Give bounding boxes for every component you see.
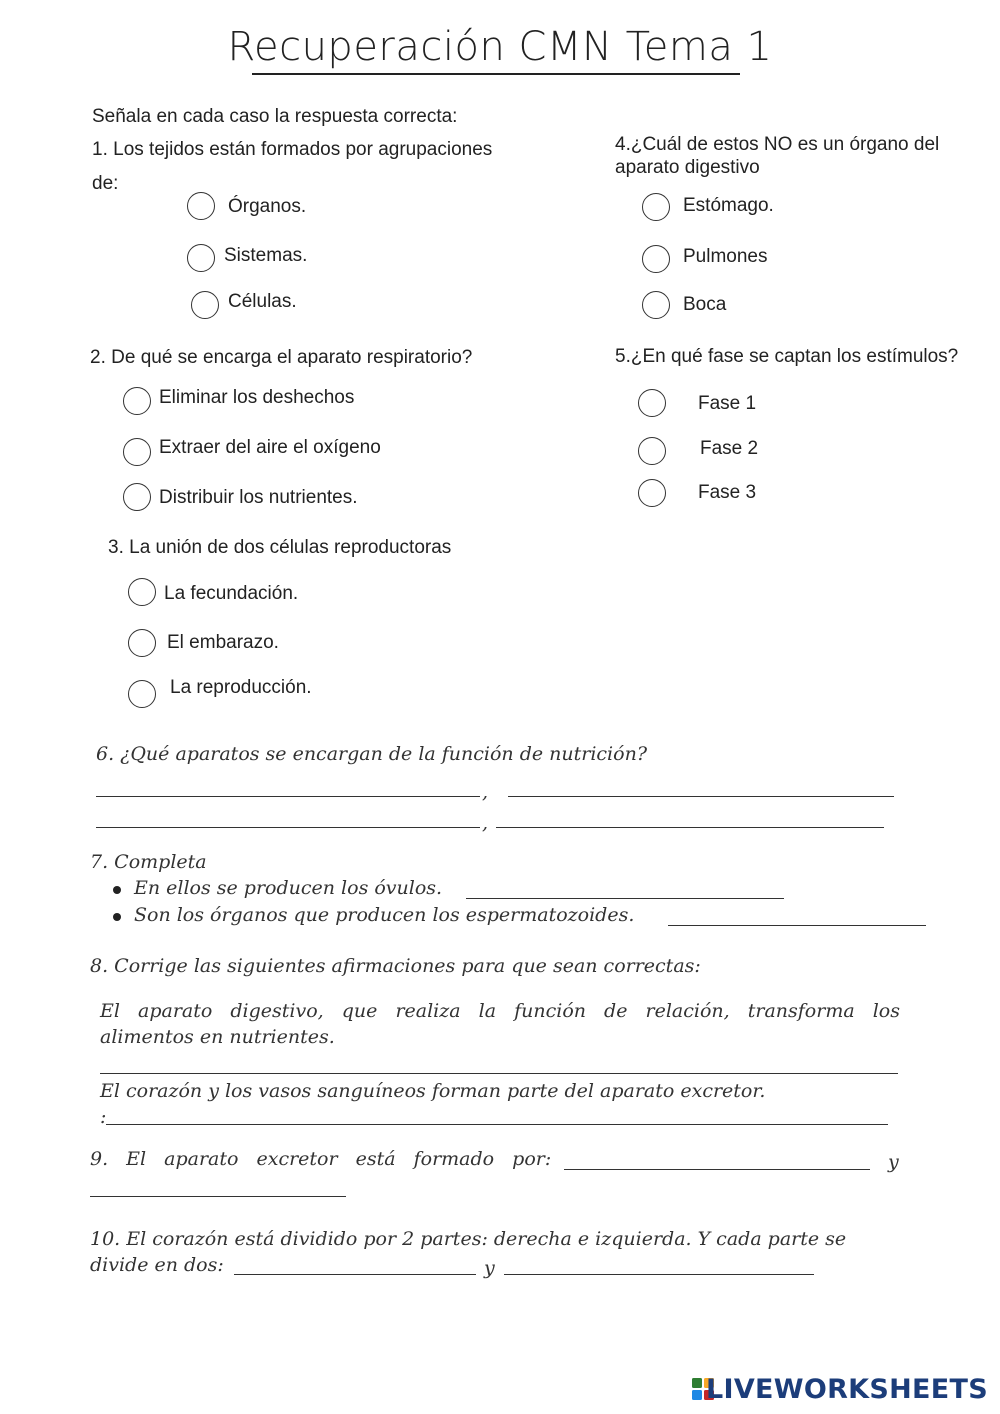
q10-text-cont: divide en dos:	[90, 1254, 224, 1276]
q4-option-2-label: Pulmones	[683, 246, 768, 267]
q2-option-1-radio[interactable]	[123, 387, 151, 415]
q5-option-1-radio[interactable]	[638, 389, 666, 417]
q10-conjunction: y	[484, 1257, 495, 1279]
q3-text: 3. La unión de dos células reproductoras	[108, 537, 452, 558]
q6-answer-3-input[interactable]	[96, 806, 480, 828]
q1-option-1-label: Órganos.	[228, 196, 307, 217]
q3-option-1-radio[interactable]	[128, 578, 156, 606]
q2-option-2-radio[interactable]	[123, 438, 151, 466]
q7-item-2: Son los órganos que producen los espermatozoides.	[134, 904, 635, 926]
q1-option-3-radio[interactable]	[191, 291, 219, 319]
q2-option-3-label: Distribuir los nutrientes.	[159, 487, 358, 508]
brand-name: LIVEWORKSHEETS	[705, 1374, 988, 1405]
q7-answer-1-input[interactable]	[466, 877, 784, 899]
q4-option-1-radio[interactable]	[642, 193, 670, 221]
q3-option-1-label: La fecundación.	[164, 583, 299, 604]
q3-option-2-label: El embarazo.	[167, 632, 279, 653]
q10-text: 10. El corazón está dividido por 2 partes: derecha e izquierda. Y cada parte se	[90, 1228, 847, 1250]
q3-option-3-label: La reproducción.	[170, 677, 312, 698]
q4-option-3-radio[interactable]	[642, 291, 670, 319]
q5-option-2-label: Fase 2	[700, 438, 759, 459]
q8-text: 8. Corrige las siguientes afirmaciones para que sean correctas:	[90, 955, 701, 977]
q8-colon: :	[100, 1106, 107, 1128]
q1-option-2-label: Sistemas.	[224, 245, 308, 266]
q9-text: 9. El aparato excretor está formado por:	[90, 1148, 552, 1170]
q2-option-1-label: Eliminar los deshechos	[159, 387, 355, 408]
q6-answer-1-input[interactable]	[96, 775, 480, 797]
q5-option-2-radio[interactable]	[638, 437, 666, 465]
q10-answer-1-input[interactable]	[234, 1253, 476, 1275]
q3-option-3-radio[interactable]	[128, 680, 156, 708]
q1-option-1-radio[interactable]	[187, 192, 215, 220]
q5-text: 5.¿En qué fase se captan los estímulos?	[615, 346, 959, 367]
q9-answer-1-input[interactable]	[564, 1148, 870, 1170]
instruction: Señala en cada caso la respuesta correcta:	[92, 106, 458, 127]
q5-option-1-label: Fase 1	[698, 393, 757, 414]
bullet-dot	[113, 913, 121, 921]
q6-separator-1: ,	[482, 781, 489, 803]
q7-answer-2-input[interactable]	[668, 904, 926, 926]
q4-option-2-radio[interactable]	[642, 245, 670, 273]
q4-option-1-label: Estómago.	[683, 195, 774, 216]
q2-text: 2. De qué se encarga el aparato respiratorio?	[90, 347, 473, 368]
q8-statement-1: El aparato digestivo, que realiza la función de relación, transforma los	[100, 1000, 900, 1022]
q1-option-2-radio[interactable]	[187, 244, 215, 272]
q1-option-3-label: Células.	[228, 291, 297, 312]
q1-text-cont: de:	[92, 173, 119, 194]
q1-text: 1. Los tejidos están formados por agrupaciones	[92, 139, 493, 160]
q5-option-3-label: Fase 3	[698, 482, 757, 503]
q9-conjunction: y	[888, 1151, 899, 1173]
q9-answer-2-input[interactable]	[90, 1175, 346, 1197]
q8-correction-1-input[interactable]	[100, 1052, 898, 1074]
q10-answer-2-input[interactable]	[504, 1253, 814, 1275]
worksheet-title: Recuperación CMN Tema 1	[227, 24, 773, 70]
q2-option-2-label: Extraer del aire el oxígeno	[159, 437, 381, 458]
q5-option-3-radio[interactable]	[638, 479, 666, 507]
q7-item-1: En ellos se producen los óvulos.	[134, 877, 443, 899]
q6-answer-2-input[interactable]	[508, 775, 894, 797]
q8-correction-2-input[interactable]	[106, 1103, 888, 1125]
q7-text: 7. Completa	[90, 851, 207, 873]
q8-statement-1-cont: alimentos en nutrientes.	[100, 1026, 335, 1048]
q3-option-2-radio[interactable]	[128, 629, 156, 657]
q4-text: 4.¿Cuál de estos NO es un órgano del	[615, 134, 940, 155]
bullet-dot	[113, 886, 121, 894]
q4-text-cont: aparato digestivo	[615, 157, 760, 178]
q6-separator-2: ,	[482, 812, 489, 834]
q4-option-3-label: Boca	[683, 294, 727, 315]
q2-option-3-radio[interactable]	[123, 483, 151, 511]
title-underline	[252, 73, 740, 75]
q6-answer-4-input[interactable]	[496, 806, 884, 828]
q6-text: 6. ¿Qué aparatos se encargan de la función de nutrición?	[96, 743, 647, 765]
q8-statement-2: El corazón y los vasos sanguíneos forman parte del aparato excretor.	[100, 1080, 766, 1102]
